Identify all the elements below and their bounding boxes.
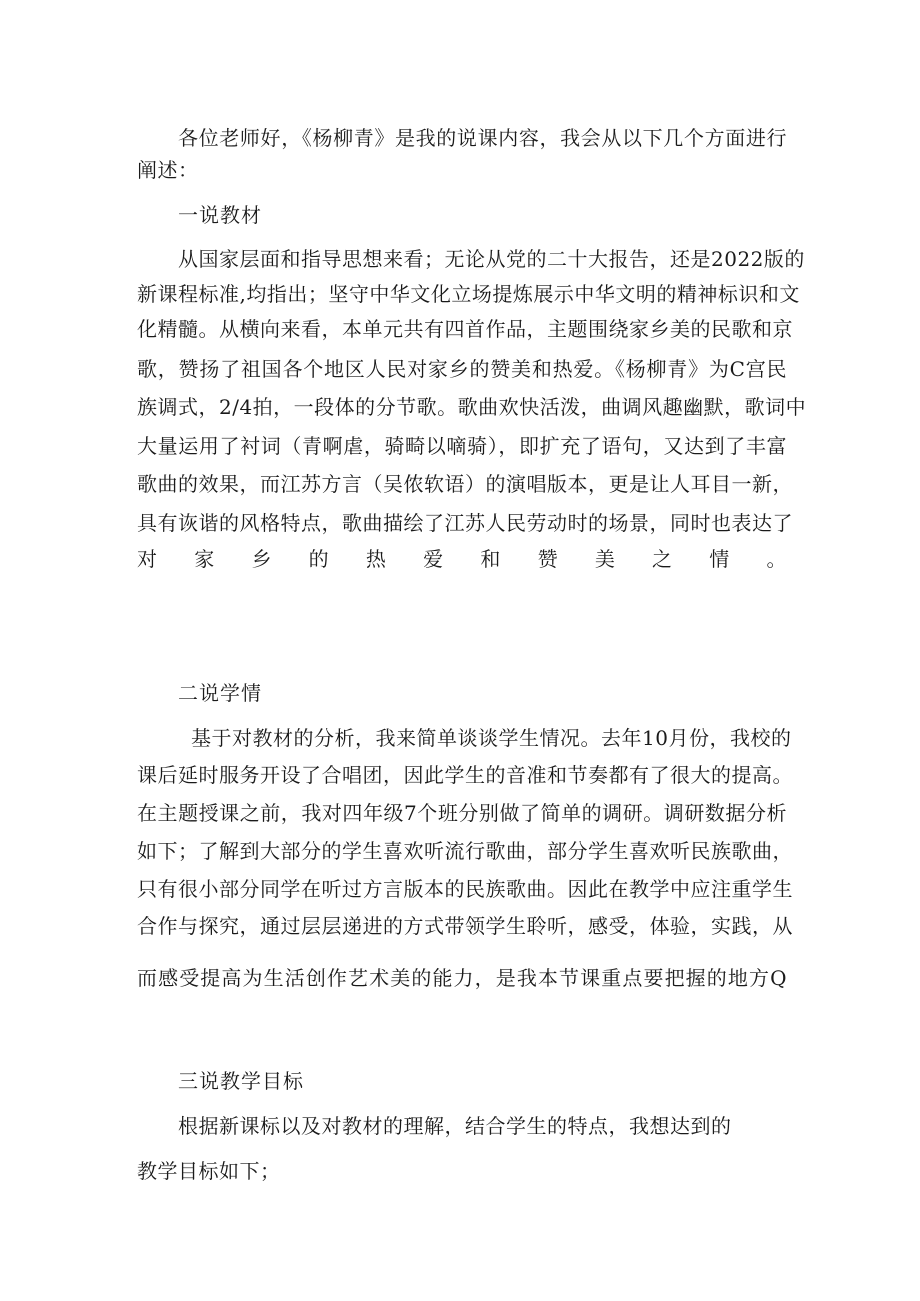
section2-line-3: 在主题授课之前，我对四年级7个班分别做了简单的调研。调研数据分析 — [137, 801, 787, 825]
section2-line-1: 基于对教材的分析，我来简单谈谈学生情况。去年10月份，我校的 — [191, 726, 792, 750]
section-heading-students: 二说学情 — [178, 681, 262, 705]
section2-line-5: 只有很小部分同学在听过方言版本的民族歌曲。因此在教学中应注重学生 — [137, 877, 793, 901]
section1-line-3: 化精髓。从横向来看，本单元共有四首作品，主题围绕家乡美的民歌和京 — [137, 317, 793, 341]
section1-line-1: 从国家层面和指导思想来看；无论从党的二十大报告，还是2022版的 — [178, 247, 805, 271]
section1-line-9: 对家乡的热爱和赞美之情。 — [137, 547, 787, 571]
section3-line-1: 根据新课标以及对教材的理解，结合学生的特点，我想达到的 — [178, 1114, 732, 1138]
section2-line-4: 如下；了解到大部分的学生喜欢听流行歌曲，部分学生喜欢听民族歌曲， — [137, 839, 793, 863]
section1-line-7: 歌曲的效果，而江苏方言（吴侬软语）的演唱版本，更是让人耳目一新， — [137, 472, 793, 496]
section3-line-2: 教学目标如下； — [137, 1159, 281, 1183]
section1-line-6: 大量运用了衬词（青啊虐，骑畸以嘀骑），即扩充了语句，又达到了丰富 — [137, 434, 787, 458]
section1-line-2: 新课程标准,均指出；坚守中华文化立场提炼展示中华文明的精神标识和文 — [137, 282, 800, 306]
section1-line-4: 歌，赞扬了祖国各个地区人民对家乡的赞美和热爱。《杨柳青》为C宫民 — [137, 357, 787, 381]
section2-line-7: 而感受提高为生活创作艺术美的能力，是我本节课重点要把握的地方Q — [137, 966, 787, 990]
section1-line-8: 具有诙谐的风格特点，歌曲描绘了江苏人民劳动时的场景，同时也表达了 — [137, 511, 793, 535]
section2-line-6: 合作与探究，通过层层递进的方式带领学生聆听，感受，体验，实践，从 — [137, 914, 793, 938]
intro-line-1: 各位老师好，《杨柳青》是我的说课内容，我会从以下几个方面进行 — [178, 126, 787, 150]
intro-line-2: 阐述： — [137, 158, 199, 182]
section2-line-2: 课后延时服务开设了合唱团，因此学生的音准和节奏都有了很大的提高。 — [137, 763, 793, 787]
section1-line-5: 族调式，2/4拍，一段体的分节歌。歌曲欢快活泼，曲调风趣幽默，歌词中 — [137, 395, 807, 419]
section-heading-textbook: 一说教材 — [178, 203, 262, 227]
section-heading-objectives: 三说教学目标 — [178, 1069, 304, 1093]
